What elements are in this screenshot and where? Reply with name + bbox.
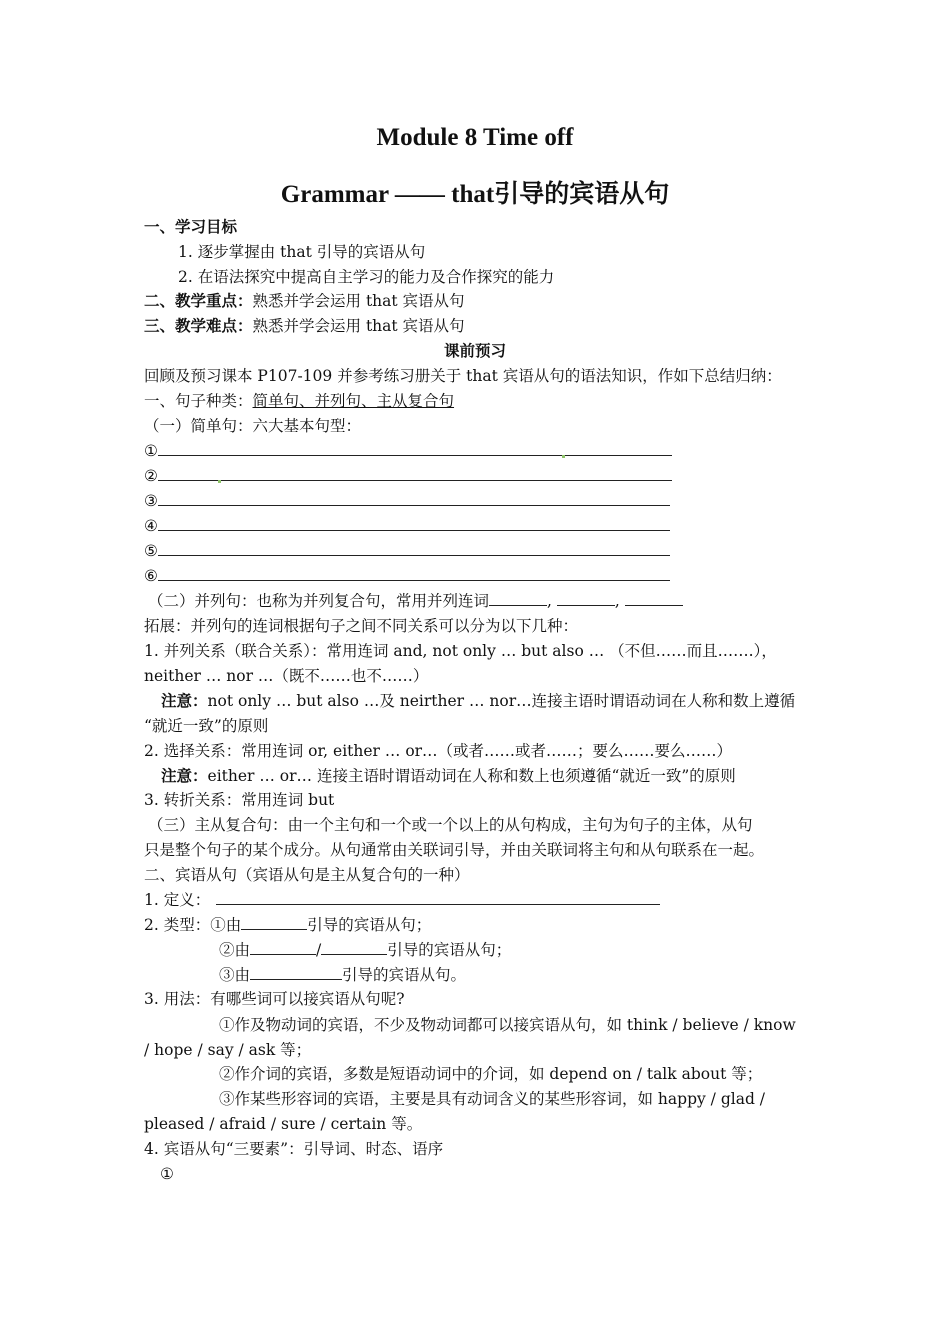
- complex-b: 只是整个句子的某个成分。从句通常由关联词引导，并由关联词将主句和从句联系在一起。: [144, 841, 765, 859]
- note-label: 注意：: [161, 767, 208, 785]
- usage-3b: pleased / afraid / sure / certain 等。: [144, 1115, 423, 1133]
- blank-number: ①: [144, 442, 158, 460]
- last-mark: ①: [160, 1165, 174, 1183]
- blank: [625, 591, 683, 606]
- note-1a: [161, 691, 795, 711]
- usage-2: ②作介词的宾语，多数是短语动词中的介词，如 depend on / talk about 等；: [219, 1065, 763, 1083]
- intro-text: 回顾及预习课本 P107-109 并参考练习册关于 that 宾语从句的语法知识，作如下总结归纳：: [144, 367, 782, 385]
- blank: [250, 940, 316, 955]
- usage-3a: ③作某些形容词的宾语，主要是具有动词含义的某些形容词，如 happy / glad /: [219, 1090, 766, 1108]
- page-title: Module 8 Time off: [376, 124, 574, 151]
- elements-line: 4. 宾语从句“三要素”：引导词、时态、语序: [144, 1140, 444, 1158]
- objective-2: 2. 在语法探究中提高自主学习的能力及合作探究的能力: [178, 268, 555, 286]
- note-2: [161, 766, 736, 786]
- note-2-text: either … or… 连接主语时谓语动词在人称和数上也须遵循“就近一致”的原则: [207, 767, 736, 785]
- usage-line: 3. 用法：有哪些词可以接宾语从句呢?: [144, 990, 405, 1008]
- blank: [489, 591, 547, 606]
- definition-label: 1. 定义：: [144, 891, 211, 909]
- preview-heading: 课前预习: [443, 342, 506, 360]
- type-1-suffix: 引导的宾语从句；: [307, 916, 432, 934]
- blank-number: ⑥: [144, 567, 158, 585]
- object-clause-heading: 二、宾语从句（宾语从句是主从复合句的一种）: [144, 866, 470, 884]
- type-3-suffix: 引导的宾语从句。: [342, 966, 467, 984]
- usage-1b: / hope / say / ask 等；: [144, 1041, 312, 1059]
- type-3-prefix: ③由: [219, 966, 251, 984]
- blank-line-6: [144, 566, 670, 586]
- sentence-types-label: 一、句子种类：: [144, 392, 253, 410]
- key-point-label: 二、教学重点：: [144, 292, 253, 310]
- type-2-suffix: 引导的宾语从句；: [387, 941, 512, 959]
- definition-line: [144, 890, 660, 910]
- type-1-line: [144, 915, 431, 935]
- subtitle-en: Grammar —— that: [280, 181, 495, 208]
- type-1-prefix: ①由: [210, 916, 242, 934]
- blank-number: ②: [144, 467, 158, 485]
- stray-mark: [218, 480, 221, 483]
- blank-number: ④: [144, 517, 158, 535]
- blank: [158, 466, 672, 481]
- blank-number: ③: [144, 492, 158, 510]
- complex-a: （三）主从复合句：由一个主句和一个或一个以上的从句构成，主句为句子的主体，从句: [148, 816, 753, 834]
- key-point-line: [144, 291, 465, 311]
- type-3-line: [219, 965, 466, 985]
- blank-line-4: [144, 516, 670, 536]
- blank: [241, 915, 307, 930]
- type-label: 2. 类型：: [144, 916, 211, 934]
- blank: [321, 940, 387, 955]
- difficulty-line: [144, 316, 465, 336]
- note-label: 注意：: [161, 692, 208, 710]
- subtitle-cn: 引导的宾语从句: [494, 179, 670, 208]
- blank-line-5: [144, 541, 670, 561]
- sentence-types-line: [144, 391, 454, 411]
- blank: [158, 491, 670, 506]
- relation-2: 2. 选择关系：常用连词 or, either … or…（或者……或者……；要么……要么……）: [144, 742, 733, 760]
- blank: [158, 441, 672, 456]
- blank: [158, 566, 670, 581]
- note-1a-text: not only … but also …及 neirther … nor…连接主语时谓语动词在人称和数上遵循: [207, 692, 796, 710]
- blank-number: ⑤: [144, 542, 158, 560]
- relation-3: 3. 转折关系：常用连词 but: [144, 791, 335, 809]
- page-subtitle: [0, 174, 950, 210]
- compound-text: （二）并列句：也称为并列复合句，常用并列连词: [148, 592, 490, 610]
- simple-sentence: （一）简单句：六大基本句型：: [144, 417, 362, 435]
- expand-text: 拓展：并列句的连词根据句子之间不同关系可以分为以下几种：: [144, 617, 579, 635]
- blank-line-2: [144, 466, 672, 486]
- blank-line-1: [144, 441, 672, 461]
- objective-1: 1. 逐步掌握由 that 引导的宾语从句: [178, 243, 426, 261]
- blank-line-3: [144, 491, 670, 511]
- difficulty-text: 熟悉并学会运用 that 宾语从句: [252, 317, 465, 335]
- blank: [158, 516, 670, 531]
- stray-mark: [562, 455, 565, 458]
- blank: [250, 965, 342, 980]
- blank: [216, 890, 660, 905]
- relation-1b: neither … nor …（既不……也不……）: [144, 667, 429, 685]
- objectives-heading: 一、学习目标: [144, 218, 238, 236]
- type-2-line: ②由 / 引导的宾语从句；: [219, 941, 512, 959]
- blank: [557, 591, 615, 606]
- sentence-types-value: 简单句、并列句、主从复合句: [252, 392, 455, 410]
- relation-1a: 1. 并列关系（联合关系）：常用连词 and, not only … but also … （不但……而且…….），: [144, 642, 777, 660]
- note-1b: “就近一致”的原则: [144, 717, 269, 735]
- key-point-text: 熟悉并学会运用 that 宾语从句: [252, 292, 465, 310]
- usage-1a: ①作及物动词的宾语，不少及物动词都可以接宾语从句，如 think / believe / know: [219, 1016, 796, 1034]
- type-2-prefix: ②由: [219, 941, 251, 959]
- difficulty-label: 三、教学难点：: [144, 317, 253, 335]
- compound-line: （二）并列句：也称为并列复合句，常用并列连词 , ,: [148, 591, 683, 611]
- blank: [158, 541, 670, 556]
